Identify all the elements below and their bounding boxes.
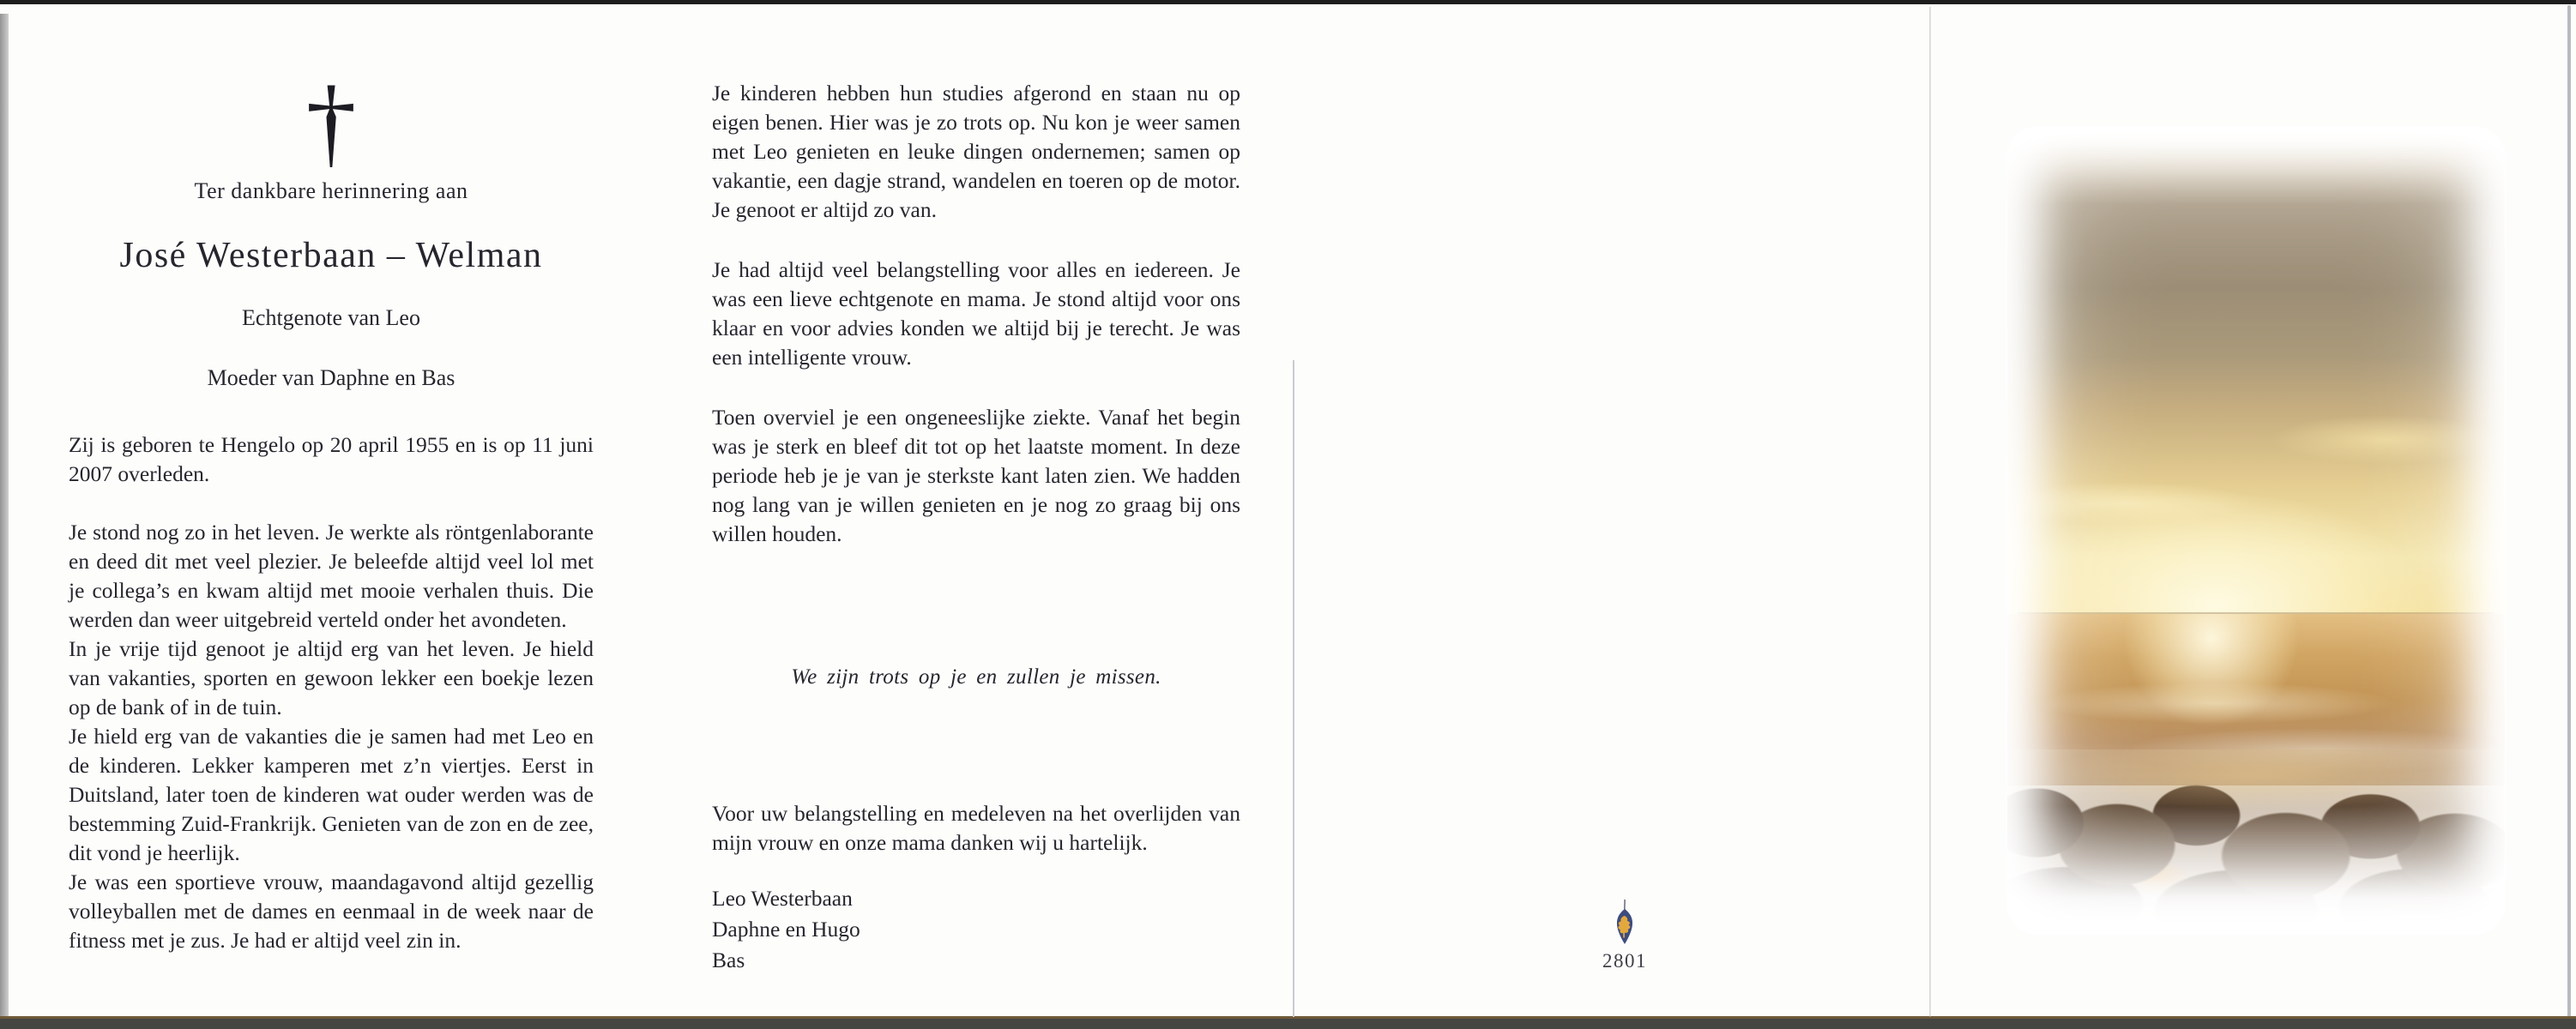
life-paragraph: In je vrije tijd genoot je altijd erg van het leven. Je hield van vakanties, sporten en gewoon lekker een boekje lezen op de bank of in de tuin. <box>69 636 594 720</box>
life-paragraph: Je had altijd veel belangstelling voor alles en iedereen. Je was een lieve echtgenote en mama. Je stond altijd voor ons klaar en voor advies konden we altijd bij je terecht. Je was een intelligente vrouw. <box>712 257 1240 370</box>
inside-left-page <box>69 65 594 955</box>
life-paragraph: Je kinderen hebben hun studies afgerond en staan nu op eigen benen. Hier was je zo trots op. Nu kon je weer samen met Leo genieten en leuke dingen ondernemen; samen op vakantie, een dagje strand, wandelen en toeren op de motor. Je genoot er altijd zo van. <box>712 81 1240 222</box>
card-fold-line-inner <box>1293 360 1294 1017</box>
card-edge-right <box>2567 5 2571 1017</box>
signature-line: Daphne en Hugo <box>712 917 860 942</box>
card-number: 2801 <box>1602 950 1647 972</box>
oak-leaf-logo-icon <box>1608 899 1642 947</box>
memorial-intro-line: Ter dankbare herinnering aan <box>194 178 468 204</box>
inside-right-page <box>712 79 1240 976</box>
farewell-quote: We zijn trots op je en zullen je missen. <box>791 665 1161 689</box>
life-paragraph: Je stond nog zo in het leven. Je werkte als röntgenlaborante en deed dit met veel plezier. Je beleefde altijd veel lol met je collega’s en kwam altijd met mooie verhalen thuis. Die werden dan weer uitgebreid verteld onder het avondeten. <box>69 520 594 633</box>
photo-feather-edge <box>2006 126 2506 934</box>
life-paragraph: Je hield erg van de vakanties die je samen had met Leo en de kinderen. Lekker kamperen met z’n viertjes. Eerst in Duitsland, later toen de kinderen wat ouder werden was de bestemming Zuid-Frankrijk. Genieten van de zon en de zee, dit vond je heerlijk. <box>69 724 594 866</box>
back-cover-page <box>1577 899 1673 972</box>
signature-line: Bas <box>712 948 745 972</box>
signature-line: Leo Westerbaan <box>712 886 853 911</box>
sunset-sea-photo <box>2007 127 2505 933</box>
mother-line: Moeder van Daphne en Bas <box>207 365 455 391</box>
deceased-name: José Westerbaan – Welman <box>119 236 543 276</box>
life-paragraph: Toen overviel je een ongeneeslijke ziekte. Vanaf het begin was je sterk en bleef dit tot op het laatste moment. In deze periode heb je je van je sterkste kant laten zien. We hadden nog lang van je willen genieten en je nog zo graag bij ons willen houden. <box>712 405 1240 546</box>
thanks-paragraph: Voor uw belangstelling en medeleven na het overlijden van mijn vrouw en onze mama danken wij u hartelijk. <box>712 801 1240 855</box>
scan-edge-top <box>0 0 2576 4</box>
spouse-line: Echtgenote van Leo <box>242 305 420 331</box>
scan-edge-left <box>0 14 9 1019</box>
signatures <box>712 883 1240 976</box>
birth-death-paragraph: Zij is geboren te Hengelo op 20 april 1955 en is op 11 juni 2007 overleden. <box>69 432 594 487</box>
life-paragraph: Je was een sportieve vrouw, maandagavond altijd gezellig volleyballen met de dames en eenmaal in de week naar de fitness met je zus. Je had er altijd veel zin in. <box>69 870 594 954</box>
card-fold-line-outer <box>1929 7 1931 1017</box>
cross-icon: † <box>305 65 357 178</box>
scan-edge-bottom <box>0 1016 2576 1029</box>
